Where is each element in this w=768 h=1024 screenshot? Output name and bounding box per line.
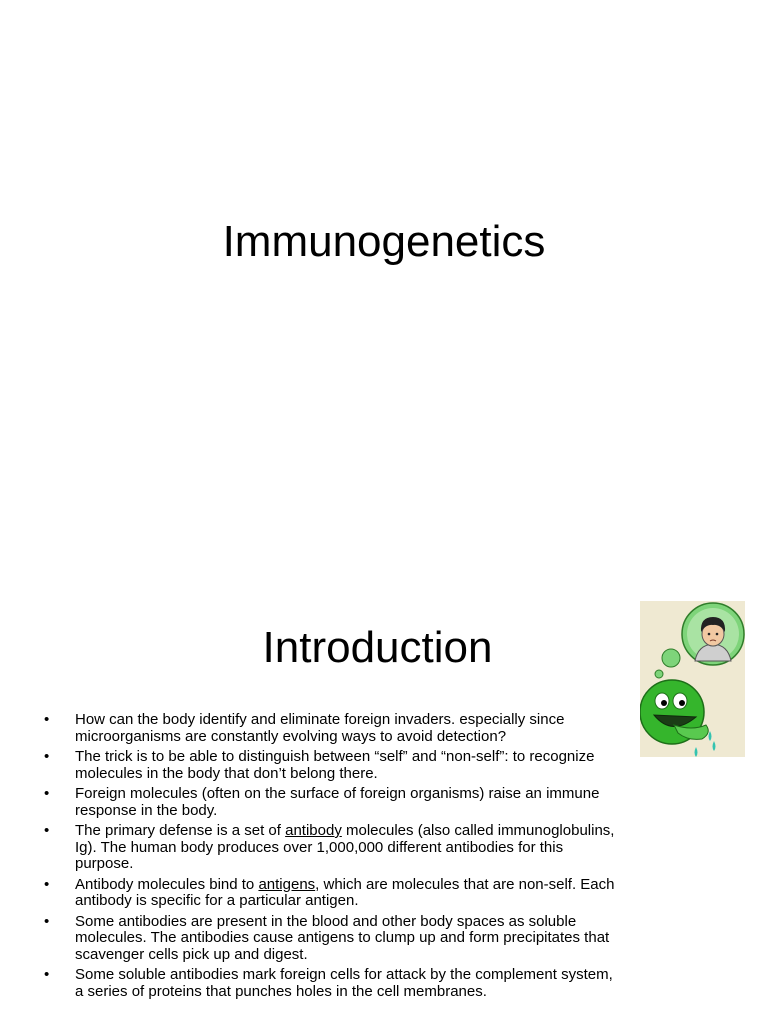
bullet-text-before: Antibody molecules bind to (75, 875, 259, 893)
bullet-item (44, 749, 624, 782)
bullet-text: Some antibodies are present in the blood and other body spaces as soluble molecules. The antibodies cause antigens to clump up and form precipitates that scavenger cells pick up and digest. (75, 912, 610, 963)
bullet-text: Some soluble antibodies mark foreign cells for attack by the complement system, a series of proteins that punches holes in the cell membranes. (75, 966, 613, 1000)
bullet-item (44, 914, 624, 964)
bullet-mark: • (44, 748, 50, 765)
bullet-mark: • (44, 822, 50, 839)
bullet-mark: • (44, 711, 50, 728)
bullet-text: Foreign molecules (often on the surface of foreign organisms) raise an immune response in the body. (75, 785, 600, 819)
bullet-mark: • (44, 875, 50, 893)
antibody-term: antibody (285, 822, 342, 839)
bullet-text: How can the body identify and eliminate foreign invaders. especially since microorganisms are constantly evolving ways to avoid detection? (75, 711, 565, 745)
bullet-item (44, 786, 624, 819)
bullet-text-before: The primary defense is a set of (75, 822, 286, 839)
bullet-item (44, 877, 624, 910)
introduction-heading: Introduction (262, 623, 493, 672)
bullet-mark: • (44, 785, 50, 802)
bullet-mark: • (44, 912, 50, 930)
introduction-bullet-list (44, 712, 624, 1004)
antigens-term: antigens (258, 875, 316, 893)
bullet-item (44, 967, 624, 1000)
bullet-text-after: molecules (also called immunoglobulins, Ig). The human body produces over 1,000,000 different antibodies for this purpose. (75, 822, 615, 872)
bullet-item (44, 712, 624, 745)
bullet-item (44, 823, 624, 873)
bullet-text: The trick is to be able to distinguish between “self” and “non-self”: to recognize molecules in the body that don’t belong there. (75, 748, 595, 782)
bullet-text-after: , which are molecules that are non-self. Each antibody is specific for a particular antigen. (75, 875, 615, 909)
germ-thinking-of-person-icon (640, 601, 745, 757)
slide-title: Immunogenetics (222, 217, 546, 266)
bullet-mark: • (44, 966, 50, 983)
